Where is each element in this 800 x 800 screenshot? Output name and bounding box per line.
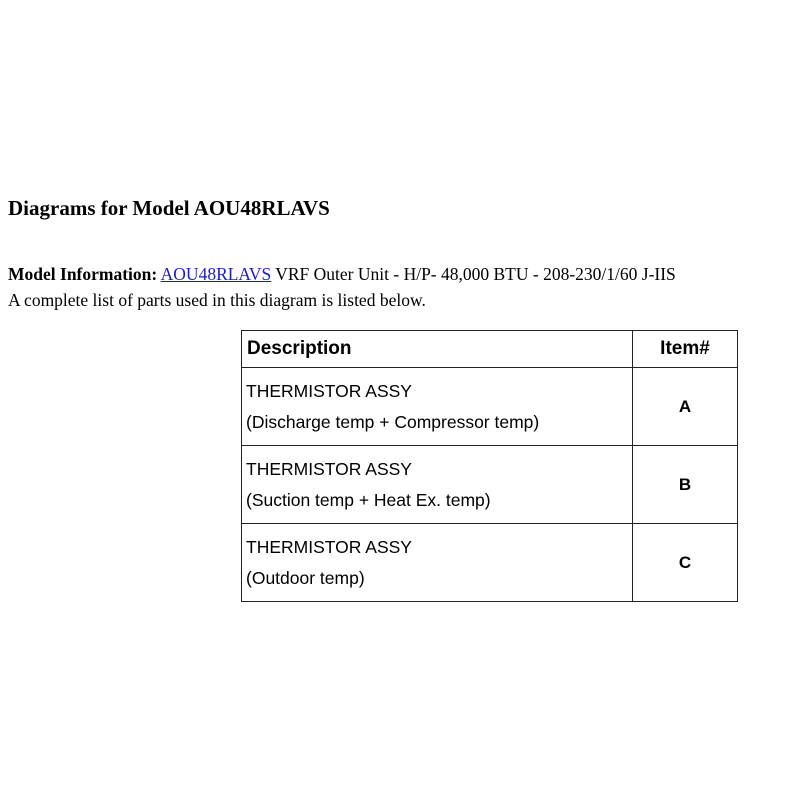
- model-information: [8, 261, 676, 287]
- part-item-cell: C: [633, 524, 738, 602]
- part-item-cell: A: [633, 368, 738, 446]
- part-item-cell: B: [633, 446, 738, 524]
- parts-table: [241, 330, 738, 602]
- column-header-description: Description: [242, 331, 633, 368]
- parts-list-note: A complete list of parts used in this diagram is listed below.: [8, 290, 426, 310]
- part-name: THERMISTOR ASSY: [246, 458, 412, 479]
- part-description-cell: [242, 524, 633, 602]
- model-information-label: Model Information:: [8, 264, 158, 284]
- table-row: [242, 446, 738, 524]
- table-row: [242, 368, 738, 446]
- model-link[interactable]: AOU48RLAVS: [160, 264, 272, 284]
- part-description-cell: [242, 368, 633, 446]
- table-row: [242, 524, 738, 602]
- parts-table-header-row: [242, 331, 738, 368]
- part-name: THERMISTOR ASSY: [246, 380, 412, 401]
- column-header-item: Item#: [633, 331, 738, 368]
- part-description-cell: [242, 446, 633, 524]
- part-detail: (Suction temp + Heat Ex. temp): [246, 489, 491, 510]
- part-detail: (Outdoor temp): [246, 567, 365, 588]
- model-description: VRF Outer Unit - H/P- 48,000 BTU - 208-230/1/60 J-IIS: [271, 264, 676, 284]
- part-detail: (Discharge temp + Compressor temp): [246, 411, 540, 432]
- part-name: THERMISTOR ASSY: [246, 536, 412, 557]
- page-title: Diagrams for Model AOU48RLAVS: [8, 196, 330, 220]
